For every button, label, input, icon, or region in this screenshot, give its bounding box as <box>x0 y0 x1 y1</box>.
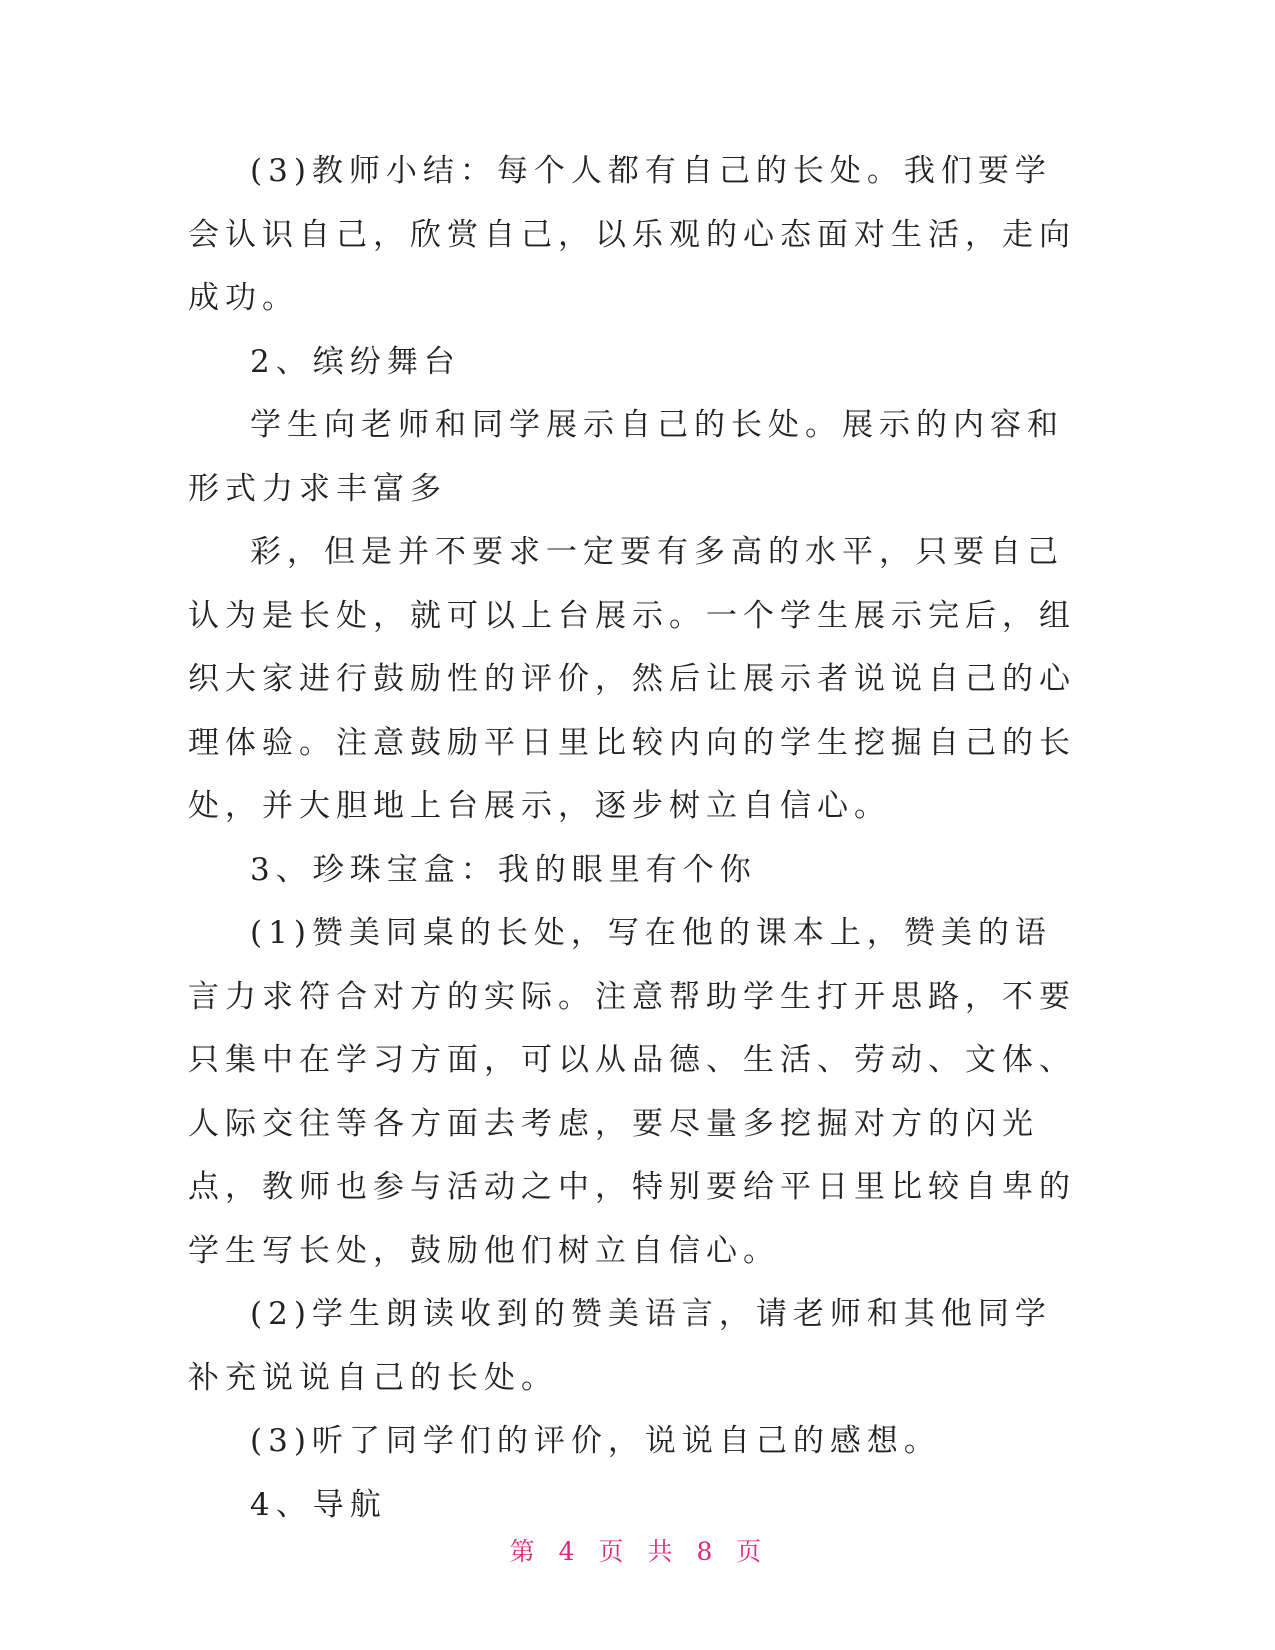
paragraph-feelings: (3)听了同学们的评价，说说自己的感想。 <box>250 1423 941 1459</box>
footer-total-pages: 8 <box>696 1537 717 1566</box>
footer-current-page: 4 <box>558 1537 579 1566</box>
footer-label-page: 第 <box>509 1537 539 1566</box>
footer-label-total-unit: 页 <box>736 1537 766 1566</box>
page-footer <box>0 1532 1275 1568</box>
section-heading-stage: 2、缤纷舞台 <box>250 343 461 380</box>
paragraph-teacher-summary: (3)教师小结：每个人都有自己的长处。我们要学会认识自己，欣赏自己，以乐观的心态面对生活，走向成功。 <box>188 153 1076 316</box>
paragraph-student-show: 学生向老师和同学展示自己的长处。展示的内容和形式力求丰富多 <box>188 407 1064 507</box>
footer-label-total: 共 <box>647 1537 677 1566</box>
footer-label-page-unit: 页 <box>598 1537 628 1566</box>
section-heading-navigation: 4、导航 <box>250 1486 387 1523</box>
paragraph-show-details: 彩，但是并不要求一定要有多高的水平，只要自己认为是长处，就可以上台展示。一个学生展示完后，组织大家进行鼓励性的评价，然后让展示者说说自己的心理体验。注意鼓励平日里比较内向的学生挖掘自己的长处，并大胆地上台展示，逐步树立自信心。 <box>188 534 1076 824</box>
paragraph-praise-deskmate: (1)赞美同桌的长处，写在他的课本上，赞美的语言力求符合对方的实际。注意帮助学生打开思路，不要只集中在学习方面，可以从品德、生活、劳动、文体、人际交往等各方面去考虑，要尽量多挖掘对方的闪光点，教师也参与活动之中，特别要给平日里比较自卑的学生写长处，鼓励他们树立自信心。 <box>188 915 1076 1269</box>
document-body <box>188 140 1088 1537</box>
paragraph-read-praise: (2)学生朗读收到的赞美语言，请老师和其他同学补充说说自己的长处。 <box>188 1296 1052 1396</box>
section-heading-treasure-box: 3、珍珠宝盒：我的眼里有个你 <box>250 851 757 888</box>
